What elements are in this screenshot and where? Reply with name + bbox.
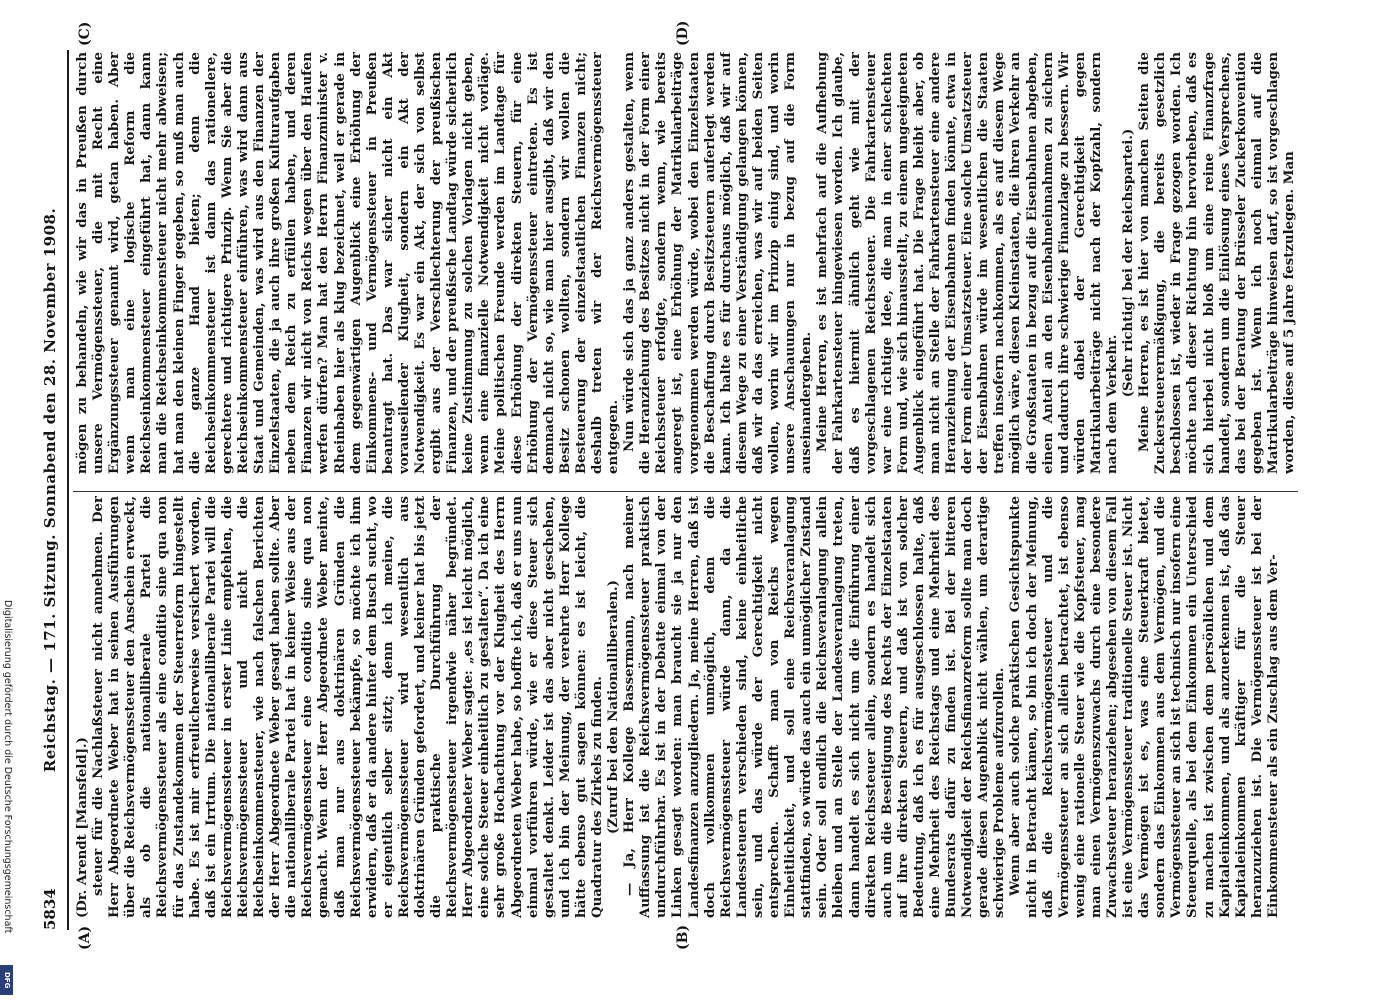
paragraph: Nun würde sich das ja ganz anders gestalten, wenn die Heranziehung des Besitzes nicht in der Form einer Reichssteuer erfolgte, sondern wenn, wie bereits angeregt ist, eine Erhöhung der Matrikularbeiträge vorgenommen werden würde, wobei den Einzelstaaten die Beschaffung durch Besitzsteuern auferlegt werden kann. Ich halte es für durchaus möglich, daß wir auf diesem Wege zu einer Verständigung gelangen können, daß wir da das erreichen, was wir auf beiden Seiten wollen, worin wir im Prinzip einig sind, und worin unsere Anschauungen nur in bezug auf die Form auseinandergehen.: [622, 52, 815, 474]
paragraph: mögen zu behandeln, wie wir das in Preußen durch unsere Vermögenssteuer, die mit Recht eine Ergänzungssteuer genannt wird, getan haben. Aber wenn man eine logische Reform die Reichseinkommensteuer eingeführt hat, dann kann man die Reichseinkommensteuer nicht mehr abweisen; hat man den kleinen Finger gegeben, so muß man auch die ganze Hand bieten; denn die Reichseinkommensteuer ist dann das rationellere, gerechtere und richtigere Prinzip. Wenn Sie aber die Reichseinkommensteuer einführen, was wird dann aus Staat und Gemeinden, was wird aus den Finanzen der Einzelstaaten, die ja auch ihre großen Kulturaufgaben neben dem Reich zu erfüllen haben, und deren Finanzen wir nicht von Reichs wegen über den Haufen werfen dürfen? Man hat den Herrn Finanzminister v. Rheinbaben hier als klug bezeichnet, weil er gerade in dem gegenwärtigen Augenblick eine Erhöhung der Einkommens- und Vermögenssteuer in Preußen beantragt hat. Das war sicher nicht ein Akt vorauseilender Klugheit, sondern ein Akt der Notwendigkeit. Es war ein Akt, der sich von selbst ergibt aus der Verschlechterung der preußischen Finanzen, und der preußische Landtag würde sicherlich keine Zustimmung zu solchen Vorlagen nicht geben, wenn eine finanzielle Notwendigkeit nicht vorläge. Meine politischen Freunde werden im Landtage für diese Erhöhung der direkten Steuern, für eine Erhöhung der Vermögenssteuer eintreten. Es ist demnach nicht so, wie man hier ausgibt, daß wir den Besitz schonen wollten, sondern wir wollen die Besteuerung der einzelstaatlichen Finanzen nicht; deshalb treten wir der Reichsvermögenssteuer entgegen.: [75, 52, 622, 474]
credit-text: Digitalisierung gefördert durch die Deutsche Forschungsgemeinschaft: [2, 600, 13, 934]
document-page: [15, 10, 1315, 990]
paragraph: Meine Herren, es ist hier von manchen Seiten die Zuckersteuerermäßigung, die bereits gesetzlich beschlossen ist, wieder in Frage gezogen worden. Ich möchte nach dieser Richtung hin hervorheben, daß es sich hierbei nicht bloß um eine reine Finanzfrage handelt, sondern um die Einlösung eines Versprechens, das bei der Beratung der Brüsseler Zuckerkonvention gegeben ist. Wenn ich noch einmal auf die Matrikularbeiträge hinweisen darf, so ist vorgeschlagen worden, diese auf 5 Jahre festzulegen. Man: [1137, 52, 1298, 474]
paragraph: — Ja, Herr Kollege Bassermann, nach meiner Auffassung ist die Reichsvermögenssteuer praktisch undurchführbar. Es ist in der Debatte einmal von der Linken gesagt worden: man braucht sie ja nur den Landesfinanzen anzugliedern. Ja, meine Herren, daß ist doch vollkommen unmöglich, denn die Reichsvermögenssteuer würde dann, da die Landessteuern verschieden sind, keine einheitliche sein, und das würde der Gerechtigkeit nicht entsprechen. Schafft man von Reichs wegen Einheitlichkeit, und soll eine Reichsveranlagung stattfinden, so würde das auch ein unmöglicher Zustand sein. Oder soll endlich die Reichsveranlagung allein bleiben und an Stelle der Landesveranlagung treten, dann handelt es sich nicht um die Einführung einer direkten Reichssteuer allein, sondern es handelt sich auch um die Beseitigung des Rechts der Einzelstaaten auf ihre direkten Steuern, und daß ist von solcher Bedeutung, daß ich es für ausgeschlossen halte, daß eine Mehrheit des Reichstags und eine Mehrheit des Bundesrats dafür zu finden ist. Bei der bitteren Notwendigkeit der Reichsfinanzreform sollte man doch gerade diesen Augenblick nicht wählen, um derartige schwierige Probleme aufzurollen.: [622, 496, 1008, 918]
left-text-column: [75, 496, 1305, 918]
speaker-label: (Dr. Arendt [Mansfeld].): [75, 737, 90, 918]
margin-marker-b: (B): [675, 924, 691, 950]
margin-marker-c: (C): [77, 21, 93, 46]
interjection: (Sehr richtig! bei der Reichspartei.): [1121, 128, 1137, 398]
dfg-logo: DFG: [0, 965, 13, 995]
page-header: [37, 50, 67, 930]
paragraph: Meine Herren, es ist mehrfach auf die Aufhebung der Fahrkartensteuer hingewiesen worden. Ich glaube, daß es hiermit ähnlich geht wie mit der vorgeschlagenen Reichssteuer. Die Fahrkartensteuer war eine richtige Idee, die man in einer schlechten Form und, wie sich hinausstellt, zu einem ungeeigneten Augenblick eingeführt hat. Die Frage bleibt aber, ob man nicht an Stelle der Fahrkartensteuer eine andere Heranziehung der Eisenbahnen finden könnte, etwa in der Form einer Umsatzsteuer. Eine solche Umsatzsteuer der Eisenbahnen würde im wesentlichen die Staaten treffen insofern nachkommen, als es auf diesem Wege möglich wäre, diesen Kleinstaaten, die ihren Verkehr an die Großstaaten in bezug auf die Eisenbahnen abgeben, einen Anteil an den Eisenbahneinnahmen zu sichern und dadurch ihre schwierige Finanzlage zu bessern. Wir würden dabei der Gerechtigkeit gegen Matrikularbeiträge nicht nach der Kopfzahl, sondern nach dem Verkehr.: [815, 52, 1120, 474]
column-divider: [73, 491, 1298, 492]
paragraph: steuer für die Nachlaßsteuer nicht annehmen. Der Herr Abgeordnete Weber hat in seinen Ausführungen über die Reichsvermögenssteuer den Anschein erweckt, als ob die nationalliberale Partei die Reichsvermögenssteuer als eine conditio sine qua non für das Zustandekommen der Steuerreform hingestellt habe. Es ist mir erfreulicherweise versichert worden, daß ist ein Irrtum. Die nationalliberale Partei will die Reichsvermögenssteuer in erster Linie empfehlen, die Reichsvermögenssteuer und nicht die Reichseinkommensteuer, wie nach falschen Berichten der Herr Abgeordnete Weber gesagt haben sollte. Aber die nationalliberale Partei hat in keiner Weise aus der Reichsvermögenssteuer eine conditio sine qua non gemacht. Wenn der Herr Abgeordnete Weber meinte, daß man nur aus doktrinären Gründen die Reichsvermögenssteuer bekämpfe, so möchte ich ihm erwidern, daß er da andere hinter dem Busch sucht, wo er eigentlich selber sitzt; denn ich meine, die Reichsvermögenssteuer wird wesentlich aus doktrinären Gründen gefordert, und keiner hat bis jetzt die praktische Durchführung der Reichsvermögenssteuer irgendwie näher begründet. Herr Abgeordneter Weber sagte: „es ist leicht möglich, eine solche Steuer einheitlich zu gestalten“. Da ich eine sehr große Hochachtung vor der Klugheit des Herrn Abgeordneten Weber habe, so hoffte ich, daß er uns nun einmal vorführen würde, wie er diese Steuer sich gestaltet denkt. Leider ist das aber nicht geschehen, und ich bin der Meinung, der verehrte Herr Kollege hätte ebenso gut sagen können: es ist leicht, die Quadratur des Zirkels zu finden.: [91, 496, 605, 918]
margin-marker-d: (D): [675, 20, 691, 46]
right-text-column: [75, 52, 1305, 474]
running-title: Reichstag. — 171. Sitzung. Sonnabend den 28. November 1908.: [41, 207, 59, 773]
header-rule: [67, 50, 69, 930]
page-number: 5834: [41, 888, 59, 930]
margin-marker-a: (A): [77, 925, 93, 950]
digitization-credit: [1, 600, 14, 990]
paragraph: Wenn aber auch solche praktischen Gesichtspunkte nicht in Betracht kämen, so bin ich doch der Meinung, daß die Reichsvermögenssteuer und die Vermögenssteuer an sich allein betrachtet, ist ebenso wenig eine rationelle Steuer wie die Kopfsteuer, mag man einen Vermögenszuwachs durch eine besondere Zuwachssteuer heranziehen; abgesehen von diesem Fall ist eine Vermögenssteuer traditionelle Steuer ist. Nicht das Vermögen ist es, was eine Steuerkraft bietet, sondern das Einkommen aus dem Vermögen, und die Vermögenssteuer an sich ist technisch nur insofern eine Steuerquelle, als bei dem Einkommen ein Unterschied zu machen ist zwischen dem persönlichen und dem Kapitaleinkommen, und als anzuerkennen ist, daß das Kapitaleinkommen kräftiger für die Steuer heranzuziehen ist. Die Vermögenssteuer ist bei der Einkommensteuer als ein Zuschlag aus dem Ver-: [1008, 496, 1281, 918]
interjection: (Zuruf bei den Nationalliberalen.): [606, 580, 622, 834]
